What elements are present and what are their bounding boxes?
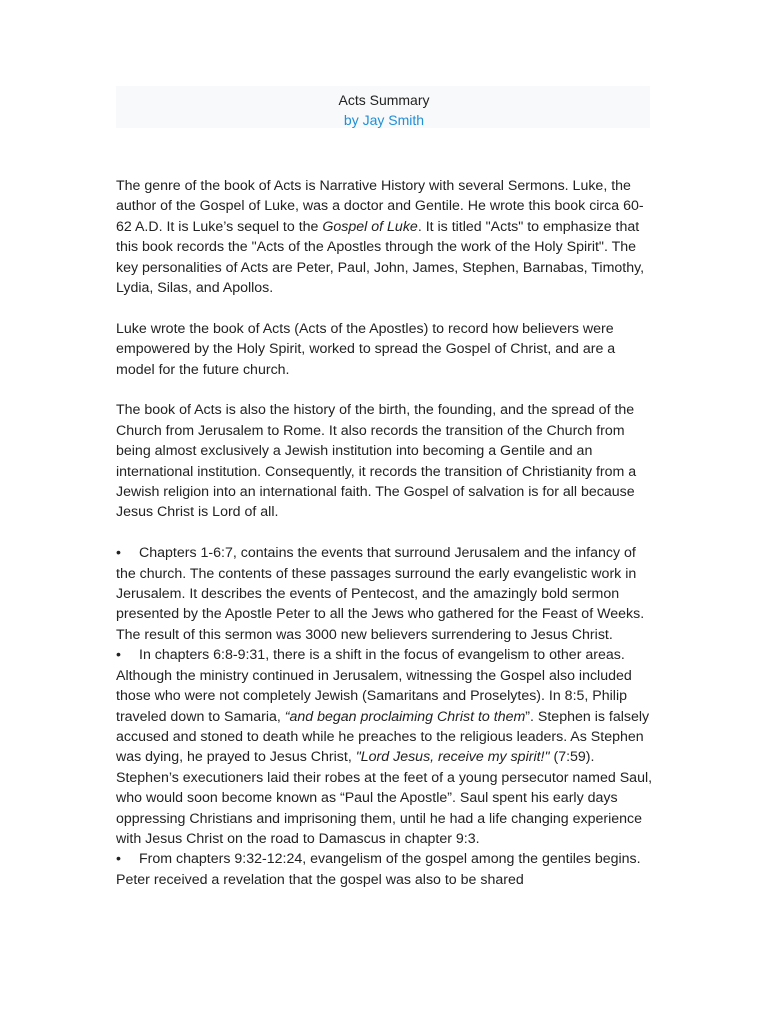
paragraph-purpose: Luke wrote the book of Acts (Acts of the Apostles) to record how believers were empowered by the Holy Spirit, worked to spread the Gospel of Christ, and are a model for the future church. (116, 320, 616, 378)
list-item-text: Chapters 1-6:7, contains the events that surround Jerusalem and the infancy of the church. The contents of these passages surround the early evangelistic work in Jerusalem. It describes the events of Pentecost, and the amazingly bold sermon presented by the Apostle Peter to all the Jews who gathered for the Feast of Weeks. The result of this sermon was 3000 new believers surrendering to Jesus Christ. (116, 545, 645, 643)
list-item (116, 543, 656, 645)
list-item (116, 849, 656, 890)
italic-quote: “and began proclaiming Christ to them (284, 708, 526, 725)
list-item-text: In chapters 6:8-9:31, there is a shift in the focus of evangelism to other areas. Although the ministry continued in Jerusalem, witnessing the Gospel also included those who were not completely Jewish (Samaritans and Proselytes). In 8:5, Philip traveled down to Samaria, (116, 647, 632, 725)
document-author: by Jay Smith (343, 112, 425, 128)
list-item-text: (7:59). Stephen’s executioners laid their robes at the feet of a young persecutor named Saul, who would soon become known as “Paul the Apostle”. Saul spent his early days oppressing Christians and imprisoning them, until he had a life changing experience with Jesus Christ on the road to Damascus in chapter 9:3. (116, 749, 653, 847)
list-item (116, 645, 656, 849)
paragraph-text: The genre of the book of Acts is Narrative History with several Sermons. Luke, the author of the Gospel of Luke, was a doctor and Gentile. He wrote this book circa 60-62 A.D. It is Luke’s sequel to the (116, 178, 644, 235)
bullet-icon: • (116, 647, 121, 664)
paragraph-genre (116, 176, 656, 298)
bullet-icon: • (116, 851, 121, 868)
paragraph-history: The book of Acts is also the history of the birth, the founding, and the spread of the Church from Jerusalem to Rome. It also records the transition of the Church from being almost exclusively a Jewish institution into becoming a Gentile and an international institution. Consequently, it records the transition of Christianity from a Jewish religion into an international faith. The Gospel of salvation is for all because Jesus Christ is Lord of all. (116, 402, 637, 521)
italic-quote: "Lord Jesus, receive my spirit!" (355, 749, 550, 766)
italic-book-title: Gospel of Luke (322, 218, 418, 235)
bullet-icon: • (116, 545, 121, 562)
list-item-text: From chapters 9:32-12:24, evangelism of the gospel among the gentiles begins. Peter received a revelation that the gospel was also to be shared (116, 851, 641, 888)
paragraph-text: . It is titled "Acts" to emphasize that this book records the "Acts of the Apostles through the work of the Holy Spirit". The key personalities of Acts are Peter, Paul, John, James, Stephen, Barnabas, Timothy, Lydia, Silas, and Apollos. (116, 218, 645, 297)
list-item-text: ”. Stephen is falsely accused and stoned to death while he preaches to the religious leaders. As Stephen was dying, he prayed to Jesus Christ, (116, 708, 650, 766)
document-body (116, 176, 656, 890)
document-title: Acts Summary (338, 92, 430, 108)
